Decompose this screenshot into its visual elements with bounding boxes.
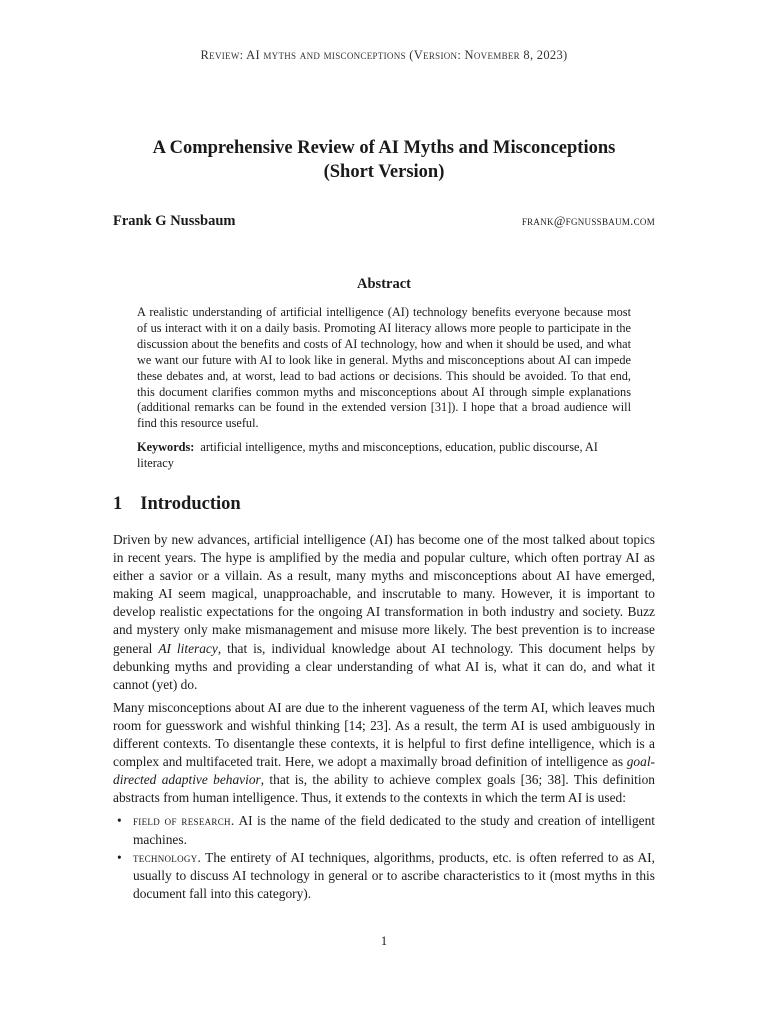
abstract-heading: Abstract [357,276,411,292]
page-number: 1 [380,934,388,948]
list-item-text: The entirety of AI techniques, algorithms, products, etc. is often referred to as AI, usually to discuss AI technology in general or to ascribe characteristics to it (most myths in this document fall into this category). [133,849,655,901]
paper-title [100,136,668,184]
intro-p2-text-a: Many misconceptions about AI are due to the inherent vagueness of the term AI, which leaves much room for guesswork and wishful thinking [14; 23]. As a result, the term AI is used ambiguously in different contexts. To disentangle these contexts, it is helpful to first define intelligence, which is a complex and multifaceted trait. Here, we adopt a maximally broad definition of intelligence as [113,699,655,770]
abstract-text: A realistic understanding of artificial intelligence (AI) technology benefits everyone because most of us interact with it on a daily basis. Promoting AI literacy allows more people to participate in the discussion about the benefits and costs of AI technology, how and when it should be used, and what we want our future with AI to look like in general. Myths and misconceptions about AI can impede these debates and, at worst, lead to bad actions or decisions. This should be avoided. To that end, this document clarifies common myths and misconceptions about AI through simple explanations (additional remarks can be found in the extended version [31]). I hope that a broad audience will find this resource useful. [137,305,631,431]
list-item-term: field of research. [133,813,235,829]
section-number: 1 [113,494,123,514]
list-item-term: technology. [133,849,202,865]
context-list [113,812,655,902]
intro-paragraph-1 [113,531,655,694]
list-item [113,812,655,848]
intro-paragraph-2 [113,699,655,808]
intro-p2-emphasis: goal-directed adaptive behavior [113,754,655,788]
list-item [113,849,655,903]
bullet-icon: • [117,813,122,829]
keywords [137,440,631,472]
author-row [113,213,655,231]
list-item-text: AI is the name of the field dedicated to the study and creation of intelligent machines. [133,813,655,847]
section-heading [113,494,241,515]
author-email: frank@fgnussbaum.com [521,214,655,228]
keywords-label: Keywords: [137,440,195,454]
intro-p1-text-b: , that is, individual knowledge about AI technology. This document helps by debunking myths and providing a clear understanding of what AI is, what it can do, and what it cannot (yet) do. [113,640,656,692]
keywords-list: artificial intelligence, myths and misconceptions, education, public discourse, AI literacy [137,440,598,470]
title-line-1: A Comprehensive Review of AI Myths and Misconceptions [152,138,616,158]
running-head: Review: AI myths and misconceptions (Version: November 8, 2023) [200,48,568,62]
section-title: Introduction [140,494,241,514]
intro-p2-text-b: , that is, the ability to achieve complex goals [36; 38]. This definition abstracts from human intelligence. Thus, it extends to the contexts in which the term AI is used: [113,772,655,806]
title-line-2: (Short Version) [323,162,445,182]
bullet-icon: • [117,849,122,865]
intro-p1-emphasis: AI literacy [158,640,218,656]
intro-p1-text-a: Driven by new advances, artificial intelligence (AI) has become one of the most talked about topics in recent years. The hype is amplified by the media and popular culture, which often portray AI as either a savior or a villain. As a result, many myths and misconceptions about AI have emerged, making AI seem magical, unapproachable, and inscrutable to many. However, it is important to develop realistic expectations for the ongoing AI transformation in both industry and society. Buzz and mystery only make mismanagement and misuse more likely. The best prevention is to increase general [113,532,655,656]
introduction-body [113,531,655,903]
author-name: Frank G Nussbaum [113,213,236,229]
